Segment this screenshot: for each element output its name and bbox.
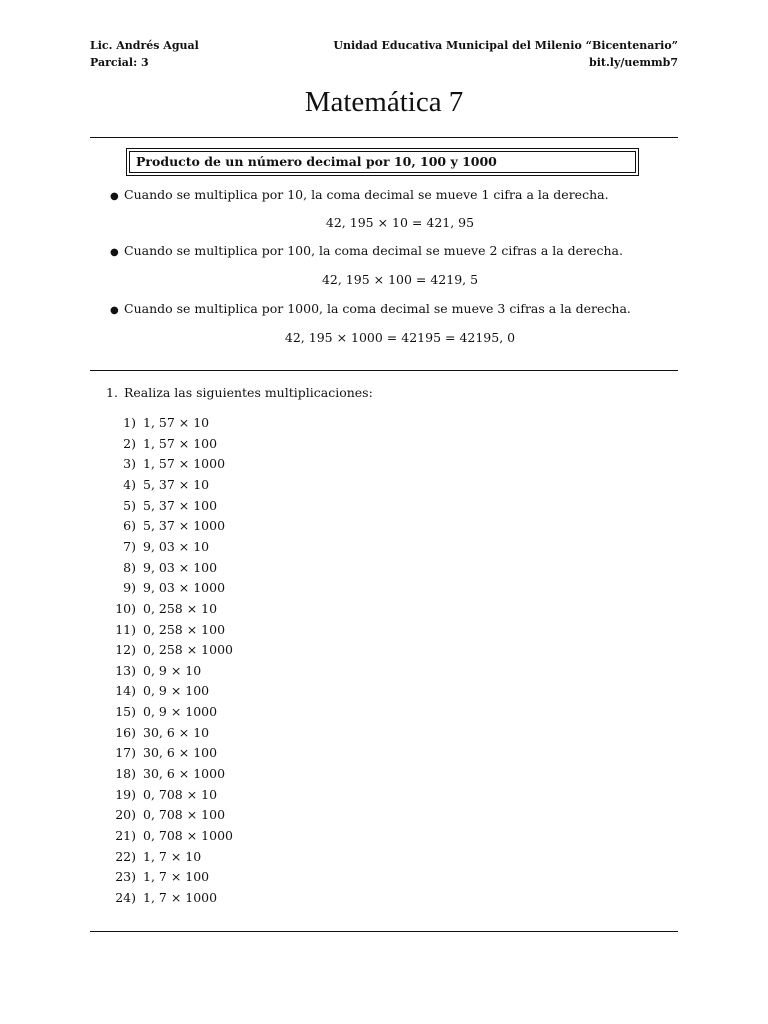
item-number: 22) — [115, 848, 136, 864]
item-number: 7) — [123, 538, 136, 554]
list-item — [0, 890, 768, 906]
item-expression: 5, 37 × 1000 — [143, 518, 226, 534]
rule-item — [110, 187, 609, 205]
item-number: 21) — [115, 828, 136, 843]
item-expression: 0, 9 × 100 — [143, 683, 210, 699]
item-number: 20) — [115, 807, 136, 823]
rule-item — [110, 243, 623, 261]
list-item — [0, 787, 768, 803]
rule-formula: 42, 195 × 100 = 4219, 5 — [321, 272, 479, 287]
rule-item — [110, 301, 631, 319]
item-expression: 0, 9 × 1000 — [143, 704, 218, 720]
bullet-icon: ● — [110, 305, 119, 316]
list-item — [0, 601, 768, 617]
list-item — [0, 849, 768, 865]
item-number: 17) — [115, 745, 136, 761]
rule-text: Cuando se multiplica por 10, la coma decimal se mueve 1 cifra a la derecha. — [124, 187, 609, 202]
teacher-name: Lic. Andrés Agual — [90, 39, 199, 52]
item-number: 16) — [115, 724, 136, 740]
item-number: 19) — [115, 786, 136, 802]
list-item — [0, 869, 768, 885]
topic-box-title: Producto de un número decimal por 10, 100 y 1000 — [129, 151, 636, 173]
item-expression: 0, 708 × 1000 — [143, 828, 233, 843]
school-name: Unidad Educativa Municipal del Milenio “Bicentenario” — [333, 39, 678, 52]
item-number: 24) — [115, 889, 136, 905]
item-expression: 9, 03 × 1000 — [143, 580, 226, 596]
divider-middle — [90, 370, 678, 371]
item-number: 3) — [123, 456, 136, 472]
item-number: 8) — [123, 559, 136, 575]
list-item — [0, 642, 768, 658]
item-number: 15) — [115, 704, 136, 720]
list-item — [0, 622, 768, 638]
item-expression: 1, 7 × 10 — [143, 848, 202, 864]
divider-bottom — [90, 931, 678, 932]
item-number: 1) — [123, 415, 136, 430]
item-expression: 5, 37 × 100 — [143, 497, 218, 513]
list-item — [0, 477, 768, 493]
item-expression: 5, 37 × 10 — [143, 476, 210, 492]
list-item — [0, 436, 768, 452]
item-expression: 30, 6 × 10 — [143, 724, 210, 740]
item-expression: 1, 7 × 1000 — [143, 889, 218, 905]
rule-text: Cuando se multiplica por 100, la coma decimal se mueve 2 cifras a la derecha. — [124, 243, 623, 258]
item-number: 12) — [115, 642, 136, 658]
rule-formula: 42, 195 × 1000 = 42195 = 42195, 0 — [284, 330, 516, 345]
item-number: 2) — [123, 435, 136, 451]
item-expression: 30, 6 × 1000 — [143, 766, 226, 782]
item-expression: 1, 57 × 10 — [143, 415, 210, 430]
item-expression: 0, 9 × 10 — [143, 662, 202, 678]
item-expression: 1, 57 × 100 — [143, 435, 218, 451]
item-expression: 0, 708 × 10 — [143, 786, 218, 802]
item-number: 4) — [123, 476, 136, 492]
list-item — [0, 580, 768, 596]
list-item — [0, 745, 768, 761]
item-number: 9) — [123, 580, 136, 596]
bullet-icon: ● — [110, 191, 119, 202]
item-expression: 1, 57 × 1000 — [143, 456, 226, 472]
list-item — [0, 518, 768, 534]
item-expression: 0, 708 × 100 — [143, 807, 226, 823]
list-item — [0, 828, 768, 844]
item-number: 18) — [115, 766, 136, 782]
list-item — [0, 539, 768, 555]
item-number: 23) — [115, 869, 136, 885]
list-item — [0, 807, 768, 823]
item-expression: 30, 6 × 100 — [143, 745, 218, 761]
divider-top — [90, 137, 678, 138]
exercise-instruction: Realiza las siguientes multiplicaciones: — [124, 385, 373, 400]
page-title: Matemática 7 — [304, 86, 464, 118]
short-link: bit.ly/uemmb7 — [589, 56, 678, 69]
item-number: 13) — [115, 662, 136, 678]
item-expression: 1, 7 × 100 — [143, 869, 210, 885]
list-item — [0, 498, 768, 514]
list-item — [0, 704, 768, 720]
item-number: 14) — [115, 683, 136, 699]
item-expression: 0, 258 × 10 — [143, 600, 218, 616]
list-item — [0, 683, 768, 699]
rule-formula: 42, 195 × 10 = 421, 95 — [325, 215, 475, 230]
parcial-label: Parcial: 3 — [90, 56, 149, 69]
list-item — [0, 766, 768, 782]
exercise-heading — [106, 385, 373, 401]
list-item — [0, 663, 768, 679]
list-item — [0, 456, 768, 472]
list-item — [0, 725, 768, 741]
rule-text: Cuando se multiplica por 1000, la coma decimal se mueve 3 cifras a la derecha. — [124, 301, 631, 316]
item-number: 10) — [115, 600, 136, 616]
topic-box — [126, 148, 639, 176]
list-item — [0, 560, 768, 576]
item-expression: 0, 258 × 1000 — [143, 642, 233, 658]
item-expression: 9, 03 × 10 — [143, 538, 210, 554]
item-expression: 9, 03 × 100 — [143, 559, 218, 575]
item-expression: 0, 258 × 100 — [143, 621, 226, 637]
item-number: 11) — [115, 621, 136, 637]
item-number: 5) — [123, 497, 136, 513]
item-number: 6) — [123, 518, 136, 534]
list-item — [0, 415, 768, 431]
bullet-icon: ● — [110, 247, 119, 258]
exercise-number: 1. — [106, 385, 118, 400]
